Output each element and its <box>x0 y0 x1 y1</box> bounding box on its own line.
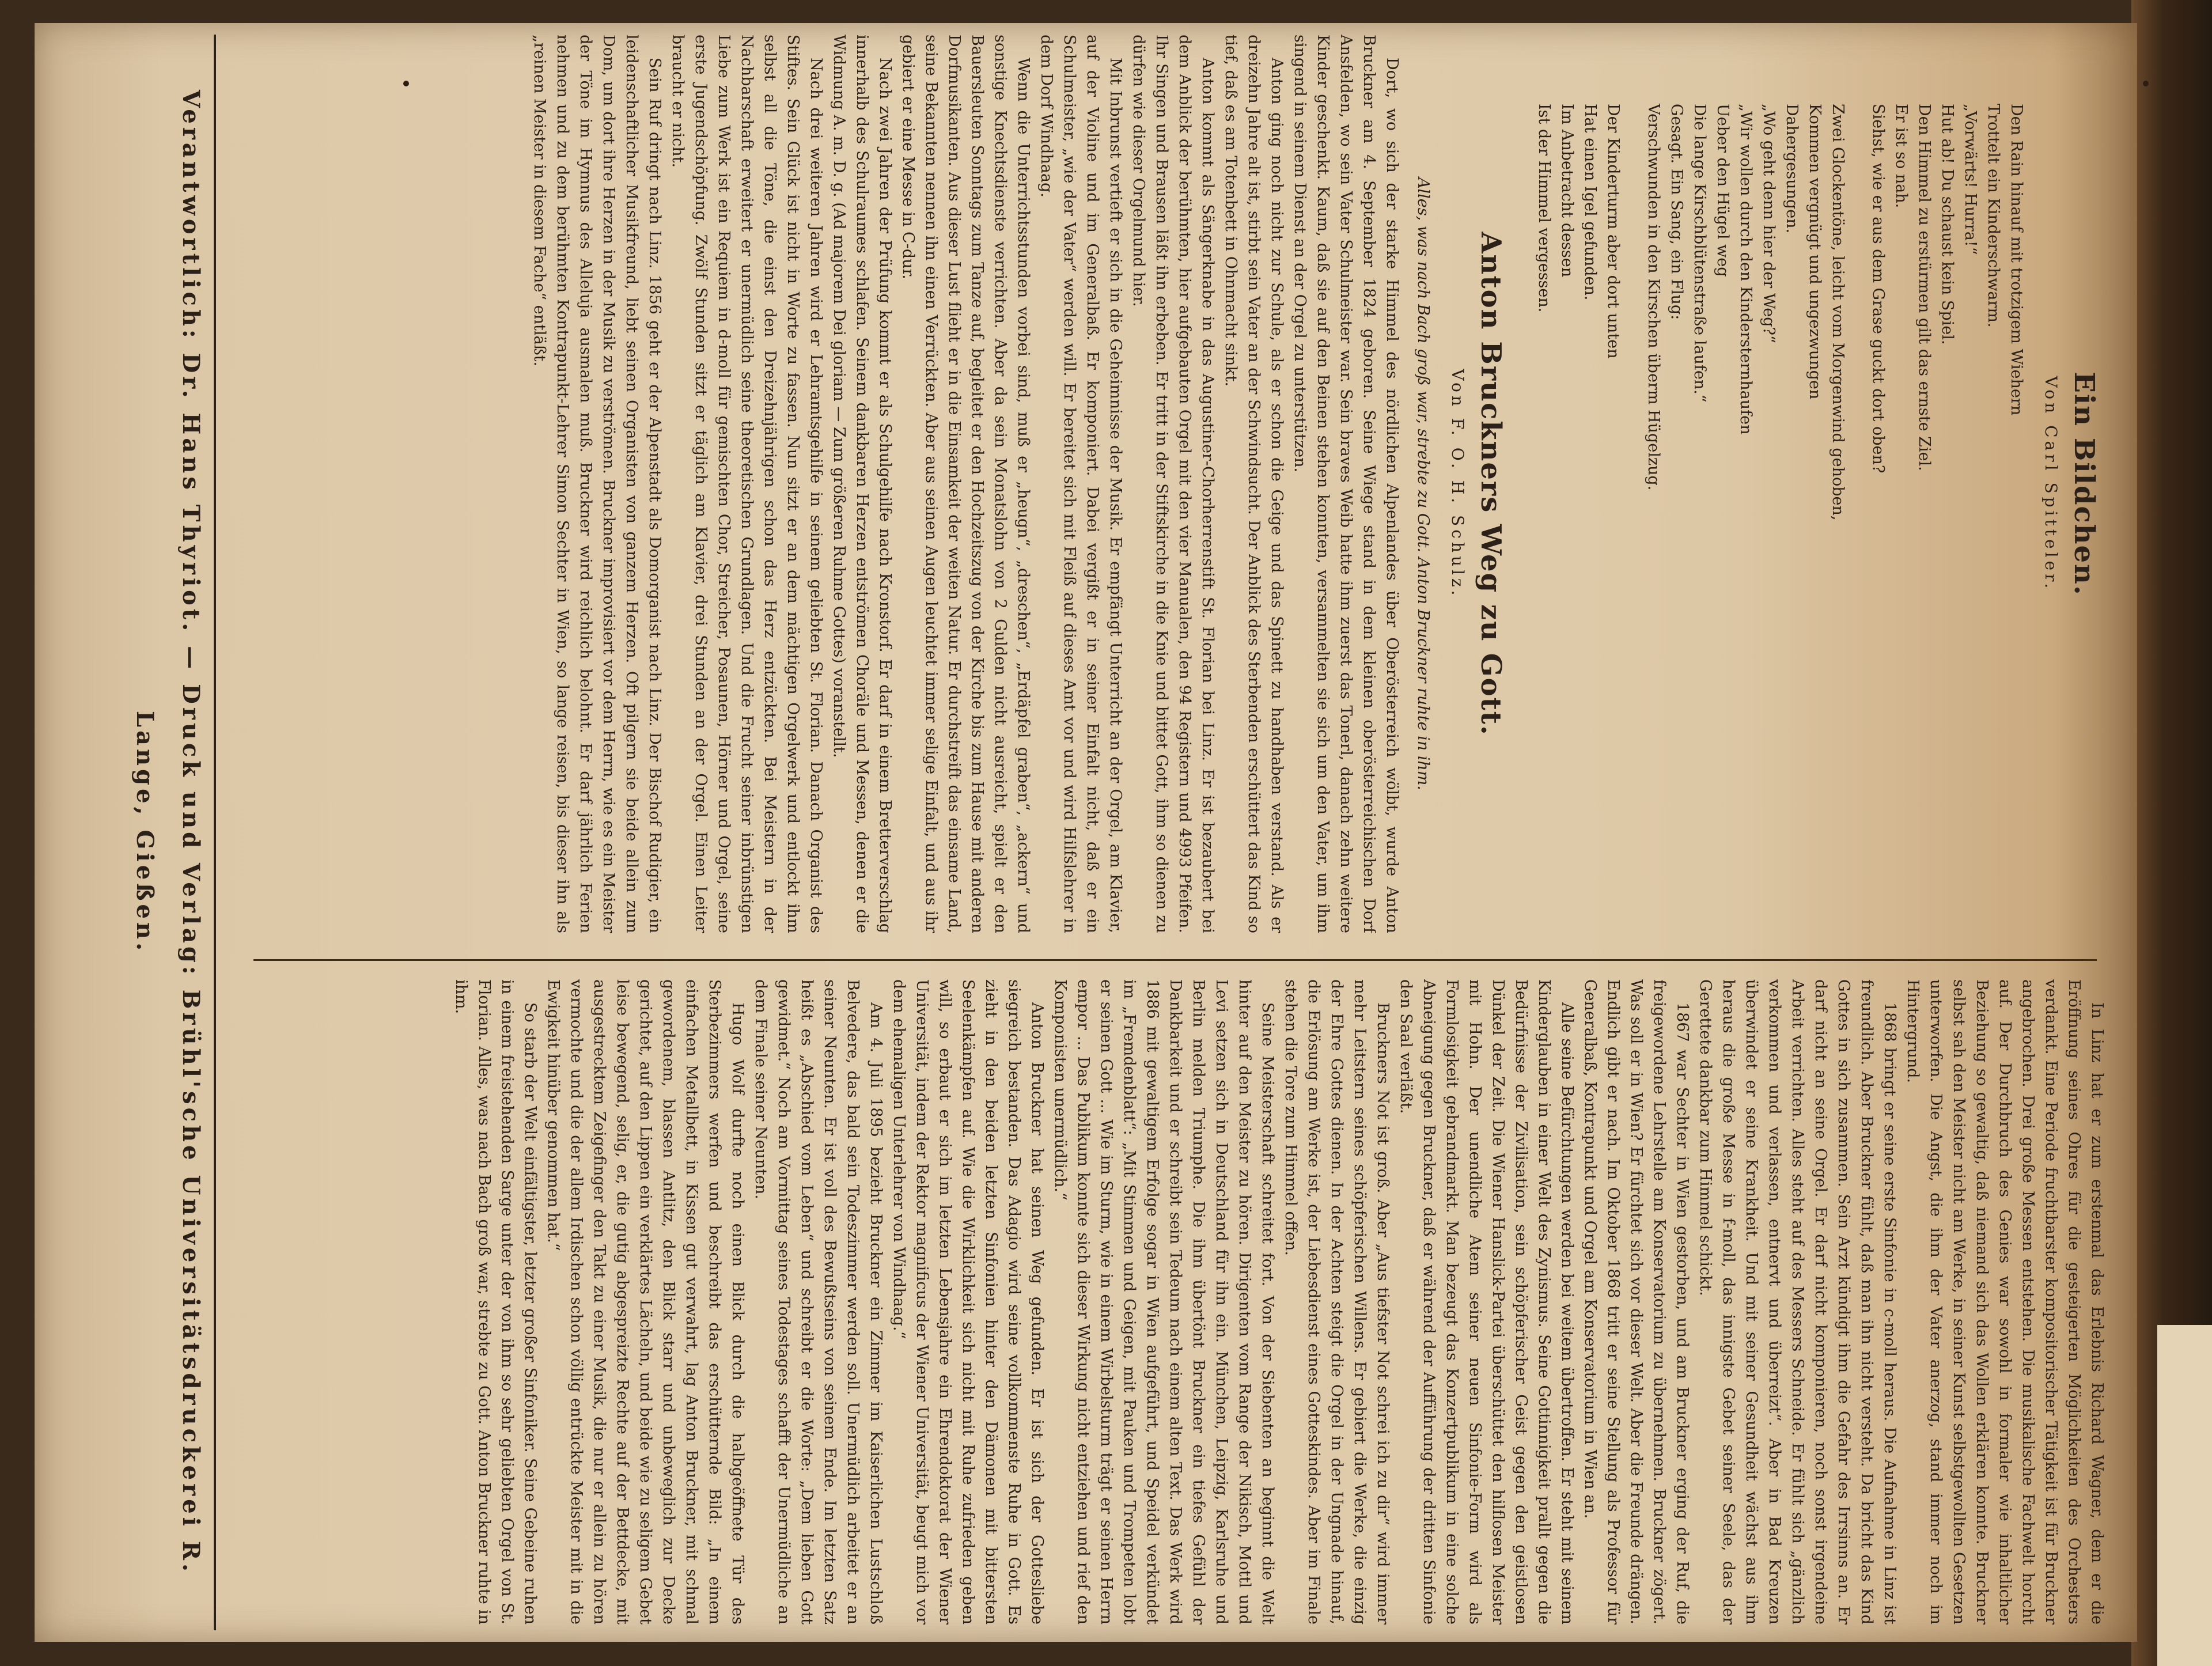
poem-line: Dahergesungen. <box>1783 104 1801 234</box>
poem-line: „Wir wollen durch den Kindersternhaufen <box>1737 104 1755 435</box>
article-paragraph: Seine Meisterschaft schreitet fort. Von der Siebenten an beginnt die Welt hinter auf den Meister zu hören. Dirigenten vom Range der Nikisch, Mottl und Levi setzen sich in Deutschland für ihn ein. München, Leipzig, Karlsruhe und Berlin melden Triumphe. Die ihm übertönt Bruckner ein tiefes Gefühl der Dankbarkeit und er schreibt sein Tedeum nach einem alten Text. Das Werk wird 1886 mit gewaltigem Erfolge sogar in Wien aufgeführt, und Speidel verkündet im „Fremdenblatt“: „Mit Stimmen und Geigen, mit Pauken und Trompeten lobt er seinen Gott ... Wie im Sturm, wie in einem Wirbelsturm trägt er seinen Herrn empor ... Das Publikum konnte sich dieser Wirkung nicht entziehen und rief den Komponisten unermüdlich.“ <box>1051 979 1277 1625</box>
poem-line: Im Anbetracht dessen <box>1558 104 1576 278</box>
column-divider <box>253 959 2097 961</box>
poem-line: Zwei Glockentöne, leicht vom Morgenwind gehoben, <box>1829 104 1847 521</box>
article-paragraph: Wenn die Unterrichtsstunden vorbei sind, muß er „heugn“, „dreschen“, „Erdäpfel graben“, „ackern“ und sonstige Knechtsdienste verrichten. Aber da sein Monatslohn von 2 Gulden nicht ausreicht, spielt er den Bauersleuten Sonntags zum Tanze auf, begleitet er den Hochzeitszug von der Kirche bis zum Hause mit anderen Dorfmusikanten. Aus dieser Lust flieht er in die Einsamkeit der weiten Natur. Er durchstreift das einsame Land, seine Bekannten nennen ihn einen Verrückten. Aber aus seinen Augen leuchtet immer selige Einfalt, und aus ihr gebiert er eine Messe in C-dur. <box>899 35 1032 933</box>
poem-line: Ueber den Hügel weg <box>1714 104 1732 277</box>
poem-line: Kommen vergnügt und ungezwungen <box>1806 104 1824 400</box>
poem-line: Trottelt ein Kinderschwarm. <box>1984 104 2002 328</box>
article-paragraph: Alle seine Befürchtungen werden bei weitem übertroffen. Er steht mit seinem Kinderglauben in einer Welt des Zynismus. Seine Gottinnigkeit prallt gegen die Bedürfnisse der Zivilisation, sein schöpferischer Geist gegen den geistlosen Dünkel der Zeit. Die Wiener Hanslick-Partei überschüttet den hilflosen Meister mit Hohn. Der unendliche Atem seiner neuen Sinfonie-Form wird als Formlosigkeit gebrandmarkt. Man bezeugt das Konzertpublikum in eine solche Abneigung gegen Bruckner, daß er während der Aufführung der dritten Sinfonie den Saal verläßt. <box>1397 979 1576 1625</box>
article-paragraph: In Linz hat er zum erstenmal das Erlebnis Richard Wagner, dem er die Eröffnung seines Ohres für die gesteigerten Möglichkeiten des Orchesters verdankt. Eine Periode fruchtbarster kompositorischer Tätigkeit ist für Bruckner angebrochen. Drei große Messen entstehen. Die musikalische Fachwelt horcht auf. Der Durchbruch des Genies war sowohl in formaler wie inhaltlicher Beziehung so gewaltig, daß niemand sich das Wollen erklären konnte. Bruckner selbst sah den Meister nicht am Werke, in seiner Kunst selbstgewollten Gesetzen unterworfen. Die Angst, die ihm der Vater anerzog, stand immer noch im Hintergrund. <box>1904 979 2106 1625</box>
poem-body <box>1532 35 2028 933</box>
article-paragraph: Anton Bruckner hat seinen Weg gefunden. Er ist sich der Gottesliebe siegreich bestanden. Das Adagio wird seine vollkommenste Ruhe in Gott. Es zieht in den beiden letzten Sinfonien hinter den Dämonen mit bittersten Seelenkämpfen auf. Wie die Wirklichkeit sich nicht mit Ruhe zufrieden geben will, so erbaut er sich im letzten Lebensjahre ein Ehrendoktorat der Wiener Universität, indem der Rektor magnificus der Wiener Universität, beugt mich vor dem ehemaligen Unterlehrer von Windhaag.“ <box>890 979 1046 1625</box>
article-author: Von F. O. H. Schulz. <box>1448 369 1467 599</box>
article-left-text <box>528 35 1403 933</box>
article-paragraph: Anton ging noch nicht zur Schule, als er schon die Geige und das Spinett zu handhaben verstand. Als er dreizehn Jahre alt ist, stirbt sein Vater an der Schwindsucht. Der Anblick des Sterbenden erschüttert das Kind so tief, daß es am Totenbett in Ohnmacht sinkt. <box>1222 35 1286 933</box>
poem-line: „Wo geht denn hier der Weg?“ <box>1760 104 1778 343</box>
poem-author: Von Carl Spitteler. <box>2041 376 2061 592</box>
poem-line: Der Kinderturm aber dort unten <box>1604 104 1622 359</box>
article-title: Anton Bruckners Weg zu Gott. <box>1475 232 1507 736</box>
stanza-gap <box>1624 35 1642 933</box>
poem-title: Ein Bildchen. <box>2068 372 2100 596</box>
left-column <box>230 35 2108 933</box>
poem-line: Gesagt. Ein Sang, ein Flug: <box>1668 104 1685 320</box>
poem-line: Ist der Himmel vergessen. <box>1535 104 1553 313</box>
article-paragraph: So starb der Welt einfältigster, letzter großer Sinfoniker. Seine Gebeine ruhen in einem freistehenden Sarge unter der von ihm so sehr geliebten Orgel von St. Florian. Alles, was nach Bach groß war, strebte zu Gott. Anton Bruckner ruhte in ihm. <box>452 979 539 1625</box>
article-paragraph: Nach zwei Jahren der Prüfung kommt er als Schulgehilfe nach Kronstorf. Er darf in einem Bretterverschlag innerhalb des Schulraumes schlafen. Seinem dankbaren Herzen entströmen Choräle und Messen, denen er die Widmung A. m. D. g. (Ad majorem Dei gloriam — Zum größeren Ruhme Gottes) voranstellt. <box>830 35 894 933</box>
poem-line: Er ist so nah. <box>1892 104 1910 209</box>
poem-line: Die lange Kirschblütenstraße laufen.“ <box>1691 104 1709 403</box>
poem-line: Den Himmel zu erstürmen gilt das ernste Ziel. <box>1915 104 1933 471</box>
rotated-content <box>131 35 2108 1630</box>
article-paragraph: Hugo Wolf durfte noch einen Blick durch die halbgeöffnete Tür des Sterbezimmers werfen und beschreibt das erschütternde Bild: „In einem einfachen Metallbett, in Kissen gut verwahrt, lag Anton Bruckner, mit schmal gewordenem, blassen Antlitz, den Blick starr und unbeweglich zur Decke gerichtet, auf den Lippen ein verklärtes Lächeln, und beide wie zu seligem Gebet leise bewegend, selig, er, die gutig abgespreizte Rechte auf der Bettdecke, mit ausgestrecktem Zeigefinger den Takt zu einer Musik, die nur er allein zu hören vermochte und die der allem Irdischen schon völlig entrückte Meister mit in die Ewigkeit hinüber genommen hat.“ <box>544 979 747 1625</box>
article-paragraph: Nach drei weiteren Jahren wird er Lehramtsgehilfe in seinem geliebten St. Florian. Danach Organist des Stiftes. Sein Glück ist nicht in Worte zu fassen. Nun sitzt er an dem mächtigen Orgelwerk und entlockt ihm selbst all die Töne, die einst den Dreizehnjährigen schon das Herz entzückten. Bei Meistern in der Nachbarschaft erweitert er unermüdlich seine theoretischen Grundlagen. Und die Frucht seiner inbrünstigen Liebe zum Werk ist ein Requiem in d-moll für gemischten Chor, Streicher, Posaunen, Hörner und Orgel, seine erste Jugendschöpfung. Zwölf Stunden sitzt er täglich am Klavier, drei Stunden an der Orgel. Einen Leiter braucht er nicht. <box>669 35 825 933</box>
poem-line: Hat einen Igel gefunden. <box>1581 104 1599 301</box>
binding-hole <box>2143 81 2149 86</box>
poem-line: Hut ab! Du schaust kein Spiel. <box>1938 104 1956 345</box>
right-column <box>230 979 2108 1625</box>
article-motto: Alles, was nach Bach groß war, strebte zu Gott. Anton Bruckner ruhte in ihm. <box>1414 177 1432 790</box>
poem-line: Verschwunden in den Kirschen überm Hügelzug. <box>1645 104 1662 491</box>
poem-line: Siehst, wie er aus dem Grase guckt dort oben? <box>1869 104 1887 474</box>
article-paragraph: Anton kommt als Sängerknabe in das Augustiner-Chorherrenstift St. Florian bei Linz. Er ist bezaubert bei dem Anblick der berühmten, hier aufgebauten Orgel mit den vier Manualen, den 94 Registern und 4993 Pfeifen. Ihr Singen und Brausen läßt ihn erbeben. Er tritt in der Stiftskirche in die Knie und bittet Gott, ihm so dienen zu dürfen wie dieser Orgelmund hier. <box>1130 35 1217 933</box>
imprint-footer: Verantwortlich: Dr. Hans Thyriot. — Druck und Verlag: Brühl'sche Universitätsdruckerei R. Lange, Gießen. <box>173 35 216 1630</box>
article-paragraph: Mit Inbrunst vertieft er sich in die Geheimnisse der Musik. Er empfängt Unterricht an der Orgel, am Klavier, auf der Violine und im Generalbaß. Er komponiert. Dabei vergißt er in seiner Einfalt nicht, daß er ein Schulmeister, „wie der Vater“ werden will. Er bereitet sich mit Fleiß auf dieses Amt vor und wird Hilfslehrer in dem Dorf Windhaag. <box>1037 35 1124 933</box>
stanza-gap <box>1849 35 1866 933</box>
article-paragraph: 1868 bringt er seine erste Sinfonie in c-moll heraus. Die Aufnahme in Linz ist freundlich. Aber Bruckner fühlt, daß man ihn nicht versteht. Da bricht das Kind Gottes in sich zusammen. Sein Arzt kündigt ihm die Gefahr des Irrsinns an. Er darf nicht an seine Orgel. Er darf nicht komponieren, noch sonst irgendeine Arbeit verrichten. Alles steht auf des Messers Schneide. Er fühlt sich „gänzlich verkommen und verlassen, entnervt und überreizt“. Aber in Bad Kreuzen überwindet er seine Krankheit. Und mit seiner Gesundheit wächst aus ihm heraus die große Messe in f-moll, das innigste Gebet seiner Seele, das der Gerettete dankbar zum Himmel schickt. <box>1696 979 1899 1625</box>
article-paragraph: Bruckners Not ist groß. Aber „Aus tiefster Not schrei ich zu dir“ wird immer mehr Leitstern seines schöpferischen Willens. Er gebiert die Werke, die einzig der Ehre Gottes dienen. In der Achten steigt die Orgel in der Ungnade hinauf, die Erlösung am Werke ist, der Liebesdienst eines Gotteskindes. Aber im Finale stehen die Tore zum Himmel offen. <box>1282 979 1392 1625</box>
article-paragraph: Am 4. Juli 1895 bezieht Bruckner ein Zimmer im Kaiserlichen Lustschloß Belvedere, das bald sein Todeszimmer werden soll. Unermüdlich arbeitet er an seiner Neunten. Er ist voll des Bewußtseins von seinem Ende. Im letzten Satz heißt es „Abschied vom Leben“ und schreibt er die Worte: „Dem lieben Gott gewidmet.“ Noch am Vormittag seines Todestages schafft der Unermüdliche an dem Finale seiner Neunten. <box>752 979 885 1625</box>
article-paragraph: Sein Ruf dringt nach Linz. 1856 geht er der Alpenstadt als Domorganist nach Linz. Der Bischof Rudigier, ein leidenschaftlicher Musikfreund, liebt seinen Organisten von ganzem Herzen. Oft pilgern sie beide allein zum Dom, um dort ihre Herzen in der Musik zu verströmen. Bruckner improvisiert vor dem Herrn, wie es ein Meister der Töne im Hymnus des Alleluja ausmalen muß. Bruckner wird reichlich belohnt. Er darf jährlich Ferien nehmen und zu dem berühmten Kontrapunkt-Lehrer Simon Sechter in Wien, so lange reisen, bis dieser ihn als „reinen Meister in diesem Fache“ entläßt. <box>531 35 664 933</box>
article-paragraph: 1867 war Sechter in Wien gestorben, und am Bruckner erging der Ruf, die freigewordene Lehrstelle am Konservatorium zu übernehmen. Bruckner zögert. Was soll er in Wien? Er fürchtet sich vor dieser Welt. Aber die Freunde drängen. Endlich gibt er nach. Im Oktober 1868 tritt er seine Stellung als Professor für Generalbaß, Kontrapunkt und Orgel am Konservatorium in Wien an. <box>1581 979 1691 1625</box>
poem-line: „Vorwärts! Hurra!“ <box>1961 104 1979 255</box>
next-page-edge <box>2157 1325 2212 1666</box>
poem-line: Den Rain hinauf mit trotzigem Wiehern <box>2008 104 2025 416</box>
article-right-text <box>449 979 2108 1625</box>
article-paragraph: Dort, wo sich der starke Himmel des nördlichen Alpenlandes über Oberösterreich wölbt, wurde Anton Bruckner am 4. September 1824 geboren. Seine Wiege stand in dem kleinen oberösterreichischen Dorf Ansfelden, wo sein Vater Schulmeister war. Sein braves Weib hatte ihm zuerst das Tonerl, danach zehn weitere Kinder geschenkt. Kaum, daß sie auf den Beinen stehen konnten, versammelten sie sich um den Vater, um ihm singend in seinem Dienst an der Orgel zu unterstützen. <box>1291 35 1401 933</box>
